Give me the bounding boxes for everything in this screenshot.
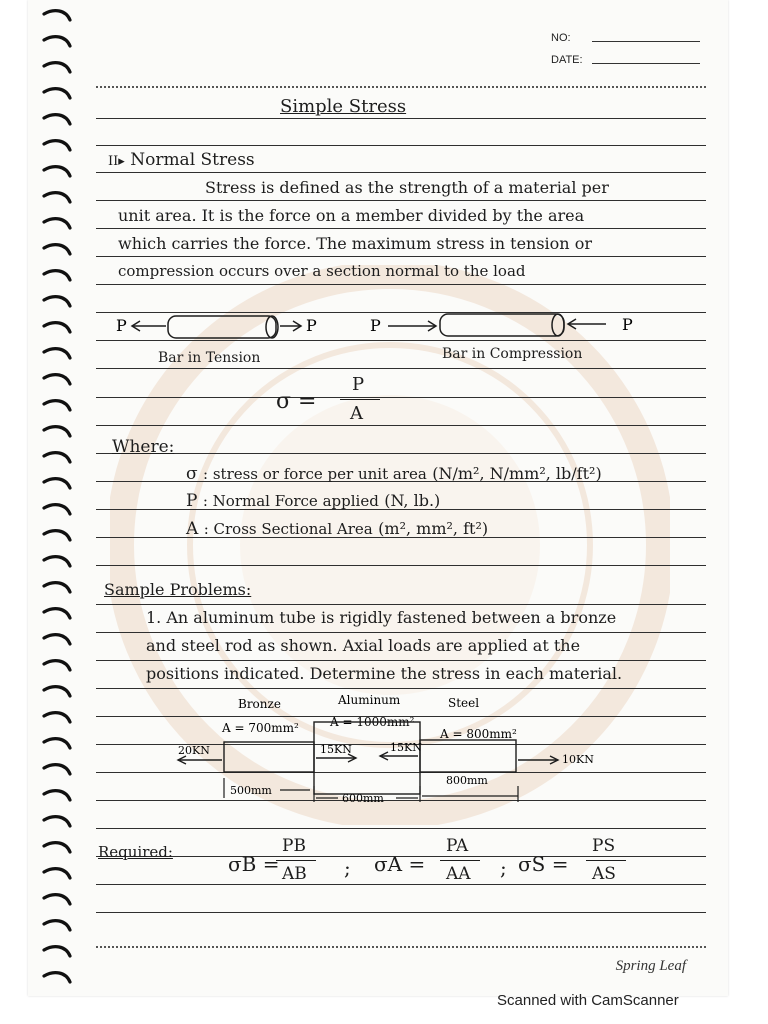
ruled-line [96,118,706,119]
no-field-line [592,41,700,42]
where-units: (N, lb.) [384,491,441,510]
separator: ; [344,856,351,880]
required-label: Required: [98,843,173,861]
date-label: DATE: [551,54,583,66]
len-bronze: 500mm [230,784,272,797]
section-bullet: II▸ [108,154,125,169]
spiral-coil [44,791,70,800]
spiral-coil [44,921,70,930]
where-label: Where: [112,437,175,457]
spiral-coil [44,739,70,748]
spiral-coil [44,141,70,150]
spiral-coil [44,687,70,696]
area-aluminum: A = 1000mm² [330,715,415,729]
ruled-line [96,632,706,633]
ruled-line [96,284,706,285]
where-text: : Normal Force applied [202,492,379,510]
spiral-coil [44,37,70,46]
spiral-coil [44,973,70,982]
top-dotted-line [96,86,706,88]
len-aluminum: 600mm [342,792,384,805]
spiral-coil [44,635,70,644]
ruled-line [96,145,706,146]
spiral-coil [44,479,70,488]
formula-numerator: P [352,374,365,395]
spiral-coil [44,817,70,826]
spiral-coil [44,531,70,540]
ruled-line [96,172,706,173]
load-label: P [622,315,633,334]
tension-caption: Bar in Tension [158,350,261,366]
where-text: : stress or force per unit area [203,465,427,483]
steel-rod [420,740,516,772]
required-s-num: PS [592,836,616,856]
required-b-den: AB [282,864,307,884]
where-item [186,491,440,511]
spiral-coil [44,401,70,410]
spiral-coil [44,349,70,358]
where-text: : Cross Sectional Area [203,520,373,538]
load-label: P [370,316,381,335]
spiral-coil [44,271,70,280]
spiral-coil [44,557,70,566]
page-title: Simple Stress [280,96,407,117]
bronze-label: Bronze [238,697,281,711]
problem-line: 1. An aluminum tube is rigidly fastened between a bronze [146,608,617,627]
paragraph-line: compression occurs over a section normal to the load [118,262,526,280]
spiral-coil [44,63,70,72]
fraction-bar [340,399,380,400]
ruled-line [96,828,706,829]
load-left-label: 20KN [178,744,210,757]
spiral-coil [44,219,70,228]
paragraph-line: which carries the force. The maximum stress in tension or [118,234,592,253]
composite-bar-diagram [170,690,640,810]
ruled-line [96,200,706,201]
spiral-coil [44,947,70,956]
spiral-coil [44,505,70,514]
ruled-line [96,425,706,426]
spiral-coil [44,661,70,670]
spiral-coil [44,713,70,722]
required-s-den: AS [592,864,616,884]
problem-line: positions indicated. Determine the stress in each material. [146,664,623,683]
aluminum-label: Aluminum [338,693,401,707]
bar-diagram [100,306,660,346]
spiral-coil [44,297,70,306]
date-field-line [592,63,700,64]
formula-lhs: σ = [276,389,317,414]
spiral-coil [44,323,70,332]
compression-caption: Bar in Compression [442,346,583,362]
bar-end [552,314,564,336]
sample-label: Sample Problems: [104,580,252,599]
spiral-coil [44,167,70,176]
notebook-brand: Spring Leaf [615,958,686,974]
spiral-coil [44,869,70,878]
ruled-line [96,228,706,229]
area-bronze: A = 700mm² [222,721,299,735]
tension-bar [168,316,276,338]
spiral-coil [44,895,70,904]
fraction-bar [440,860,480,861]
ruled-line [96,256,706,257]
scanner-footer: Scanned with CamScanner [497,992,679,1009]
paragraph-line: unit area. It is the force on a member divided by the area [118,206,585,225]
where-item [186,464,602,484]
spiral-coil [44,453,70,462]
bottom-dotted-line [96,946,706,948]
no-label: NO: [551,32,571,44]
bronze-rod [224,742,314,772]
load-label: P [116,316,127,335]
required-a-den: AA [446,864,471,884]
fraction-bar [276,860,316,861]
fraction-bar [586,860,626,861]
spiral-coil [44,11,70,20]
load-mid-right-label: 15KN [390,741,422,754]
load-mid-left-label: 15KN [320,743,352,756]
spiral-coil [44,583,70,592]
steel-label: Steel [448,696,480,710]
required-b-lhs: σB = [228,852,280,876]
spiral-binding [40,4,80,994]
section-heading [108,150,255,170]
ruled-line [96,884,706,885]
len-steel: 800mm [446,774,488,787]
where-units: (N/m², N/mm², lb/ft²) [432,464,602,483]
spiral-coil [44,427,70,436]
area-steel: A = 800mm² [440,727,517,741]
problem-line: and steel rod as shown. Axial loads are applied at the [146,636,581,655]
where-item [186,519,488,539]
compression-bar [440,314,564,336]
where-symbol: P [186,491,198,511]
ruled-line [96,688,706,689]
spiral-coil [44,115,70,124]
paragraph-line: Stress is defined as the strength of a material per [205,178,609,197]
spiral-coil [44,843,70,852]
spiral-coil [44,765,70,774]
ruled-line [96,565,706,566]
ruled-line [96,453,706,454]
spiral-coil [44,375,70,384]
load-right-label: 10KN [562,753,594,766]
ruled-line [96,660,706,661]
ruled-line [96,912,706,913]
required-a-lhs: σA = [374,852,426,876]
formula-denominator: A [350,403,363,424]
required-b-num: PB [282,836,306,856]
ruled-line [96,368,706,369]
where-symbol: σ [186,464,198,484]
ruled-line [96,397,706,398]
section-title: Normal Stress [130,150,255,170]
spiral-coil [44,89,70,98]
spiral-coil [44,245,70,254]
where-symbol: A [186,519,199,539]
spiral-coil [44,193,70,202]
separator: ; [500,856,507,880]
ruled-line [96,604,706,605]
where-units: (m², mm², ft²) [378,519,489,538]
required-s-lhs: σS = [518,852,569,876]
required-a-num: PA [446,836,469,856]
load-label: P [306,316,317,335]
spiral-coil [44,609,70,618]
